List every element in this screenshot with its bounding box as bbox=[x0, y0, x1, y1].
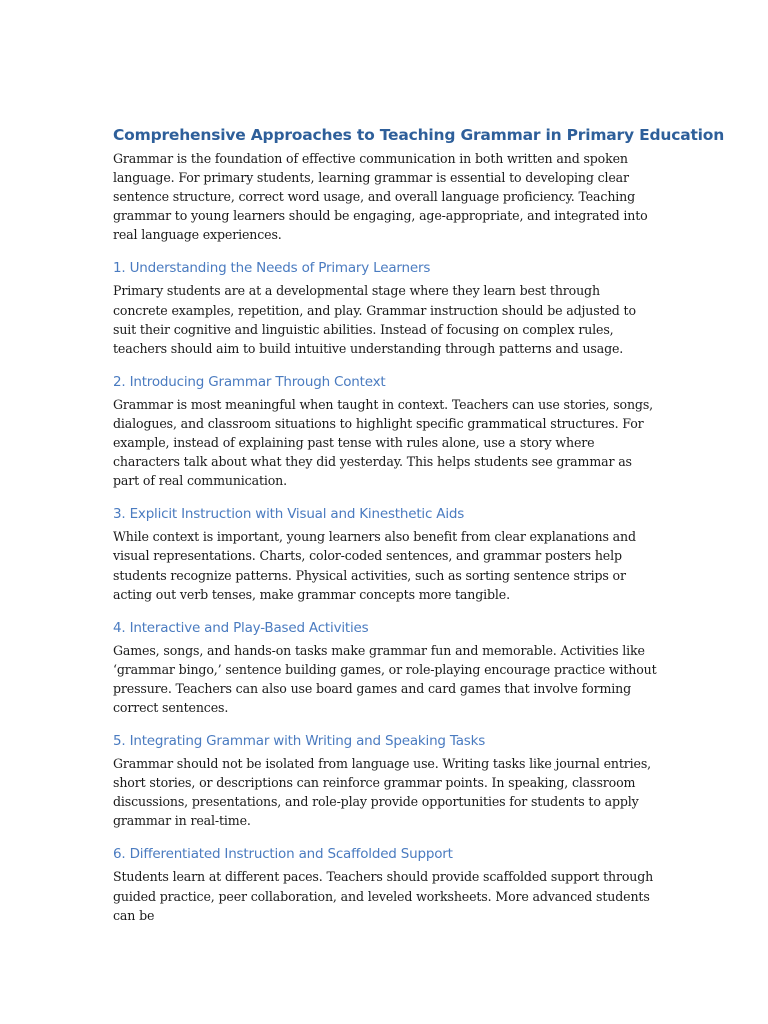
section-body-6: Students learn at different paces. Teachers should provide scaffolded support through guided practice, peer collaboration, and leveled worksheets. More advanced students can be bbox=[113, 869, 654, 923]
section-body-1: Primary students are at a developmental stage where they learn best through concrete examples, repetition, and play. Grammar instruction should be adjusted to suit their cognitive and linguistic abilities. Instead of focusing on complex rules, teachers should aim to build intuitive understanding through patterns and usage. bbox=[113, 283, 636, 356]
section-heading-2: 2. Introducing Grammar Through Context bbox=[113, 373, 386, 390]
section-body-5: Grammar should not be isolated from language use. Writing tasks like journal entries, short stories, or descriptions can reinforce grammar points. In speaking, classroom discussions, presentations, and role-play provide opportunities for students to apply grammar in real-time. bbox=[113, 756, 651, 829]
section-body-4: Games, songs, and hands-on tasks make grammar fun and memorable. Activities like ‘grammar bingo,’ sentence building games, or role-playing encourage practice without pressure. Teachers can also use board games and card games that involve forming correct sentences. bbox=[113, 642, 657, 715]
section-heading-3: 3. Explicit Instruction with Visual and Kinesthetic Aids bbox=[113, 506, 465, 523]
section-heading-1: 1. Understanding the Needs of Primary Learners bbox=[113, 260, 431, 277]
section-heading-6: 6. Differentiated Instruction and Scaffolded Support bbox=[113, 846, 453, 863]
section-body-2: Grammar is most meaningful when taught in context. Teachers can use stories, songs, dialogues, and classroom situations to highlight specific grammatical structures. For example, instead of explaining past tense with rules alone, use a story where characters talk about what they did yesterday. This helps students see grammar as part of real communication. bbox=[113, 396, 654, 489]
section-heading-5: 5. Integrating Grammar with Writing and Speaking Tasks bbox=[113, 733, 486, 750]
section-body-3: While context is important, young learners also benefit from clear explanations and visual representations. Charts, color-coded sentences, and grammar posters help students recognize patterns. Physical activities, such as sorting sentence strips or acting out verb tenses, make grammar concepts more tangible. bbox=[113, 529, 636, 602]
document-title: Comprehensive Approaches to Teaching Grammar in Primary Education bbox=[113, 126, 725, 144]
intro-paragraph: Grammar is the foundation of effective communication in both written and spoken language. For primary students, learning grammar is essential to developing clear sentence structure, correct word usage, and overall language proficiency. Teaching grammar to young learners should be engaging, age-appropriate, and integrated into real language experiences. bbox=[113, 151, 648, 243]
section-heading-4: 4. Interactive and Play-Based Activities bbox=[113, 619, 369, 636]
document-page bbox=[113, 122, 725, 925]
